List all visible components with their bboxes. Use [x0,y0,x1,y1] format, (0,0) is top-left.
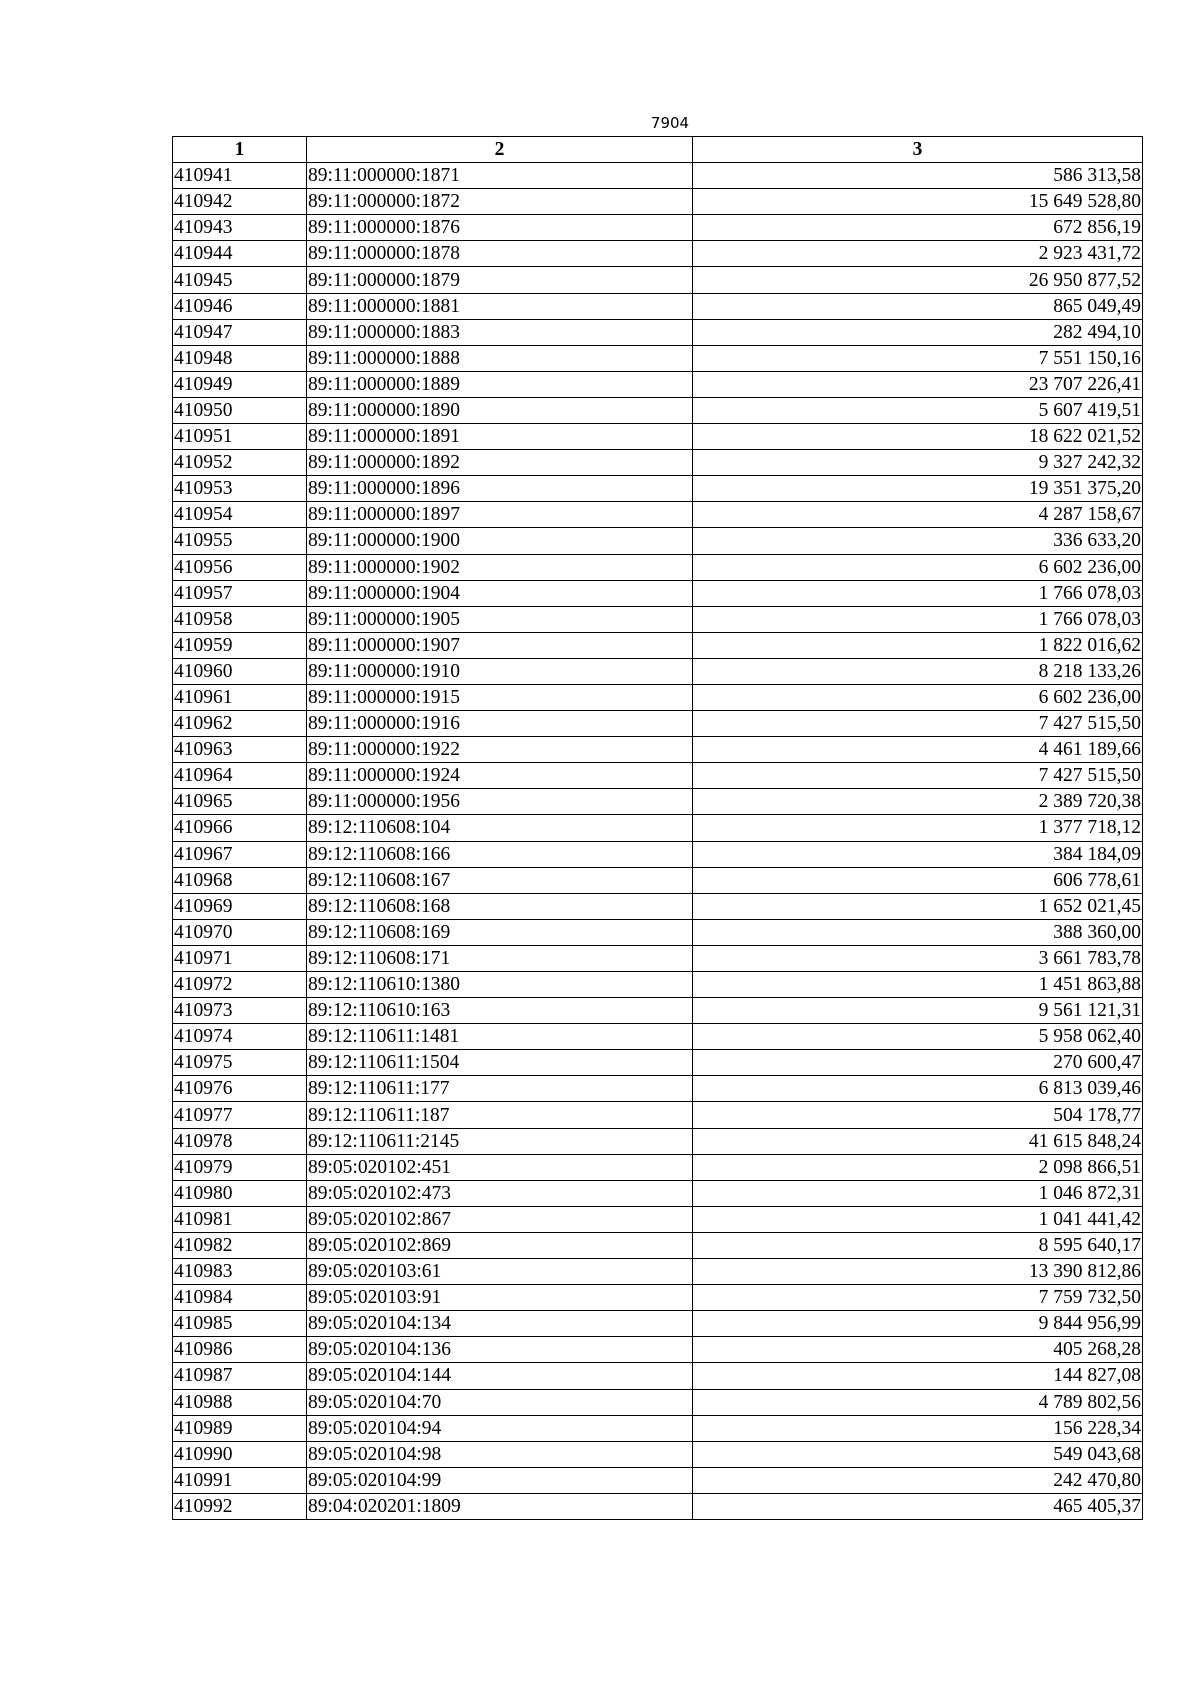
cadastral-number-cell: 89:05:020104:70 [307,1389,693,1415]
row-number-cell: 410943 [173,215,307,241]
row-number-cell: 410958 [173,606,307,632]
row-number-cell: 410956 [173,554,307,580]
row-number-cell: 410962 [173,711,307,737]
cadastral-number-cell: 89:12:110611:187 [307,1102,693,1128]
table-row [173,424,1143,450]
table-row [173,815,1143,841]
table-row [173,189,1143,215]
table-row [173,658,1143,684]
cadastral-number-cell: 89:05:020102:473 [307,1180,693,1206]
row-number-cell: 410988 [173,1389,307,1415]
row-number-cell: 410959 [173,632,307,658]
row-number-cell: 410990 [173,1441,307,1467]
value-cell: 9 844 956,99 [693,1311,1143,1337]
row-number-cell: 410961 [173,684,307,710]
table-row [173,632,1143,658]
value-cell: 9 561 121,31 [693,998,1143,1024]
value-cell: 8 595 640,17 [693,1232,1143,1258]
value-cell: 504 178,77 [693,1102,1143,1128]
row-number-cell: 410976 [173,1076,307,1102]
row-number-cell: 410978 [173,1128,307,1154]
value-cell: 18 622 021,52 [693,424,1143,450]
table-row [173,215,1143,241]
cadastral-number-cell: 89:12:110608:166 [307,841,693,867]
row-number-cell: 410941 [173,163,307,189]
table-row [173,1050,1143,1076]
row-number-cell: 410945 [173,267,307,293]
row-number-cell: 410951 [173,424,307,450]
value-cell: 4 789 802,56 [693,1389,1143,1415]
cadastral-number-cell: 89:11:000000:1890 [307,397,693,423]
row-number-cell: 410944 [173,241,307,267]
table-row [173,241,1143,267]
row-number-cell: 410987 [173,1363,307,1389]
cadastral-number-cell: 89:11:000000:1881 [307,293,693,319]
table-row [173,867,1143,893]
value-cell: 1 041 441,42 [693,1206,1143,1232]
row-number-cell: 410977 [173,1102,307,1128]
value-cell: 41 615 848,24 [693,1128,1143,1154]
cadastral-number-cell: 89:11:000000:1907 [307,632,693,658]
row-number-cell: 410980 [173,1180,307,1206]
table-row [173,580,1143,606]
value-cell: 1 822 016,62 [693,632,1143,658]
value-cell: 1 377 718,12 [693,815,1143,841]
cadastral-number-cell: 89:05:020104:136 [307,1337,693,1363]
table-row [173,1154,1143,1180]
cadastral-number-cell: 89:11:000000:1922 [307,737,693,763]
cadastral-number-cell: 89:12:110610:163 [307,998,693,1024]
row-number-cell: 410960 [173,658,307,684]
cadastral-number-cell: 89:11:000000:1902 [307,554,693,580]
cadastral-number-cell: 89:11:000000:1916 [307,711,693,737]
cadastral-number-cell: 89:05:020103:91 [307,1285,693,1311]
row-number-cell: 410957 [173,580,307,606]
value-cell: 1 766 078,03 [693,580,1143,606]
value-cell: 405 268,28 [693,1337,1143,1363]
cadastral-number-cell: 89:11:000000:1924 [307,763,693,789]
table-row [173,450,1143,476]
table-row [173,502,1143,528]
row-number-cell: 410979 [173,1154,307,1180]
row-number-cell: 410986 [173,1337,307,1363]
row-number-cell: 410967 [173,841,307,867]
cadastral-number-cell: 89:12:110608:169 [307,919,693,945]
page-number: 7904 [650,114,690,132]
table-row [173,1337,1143,1363]
cadastral-number-cell: 89:05:020102:867 [307,1206,693,1232]
value-cell: 5 958 062,40 [693,1024,1143,1050]
row-number-cell: 410974 [173,1024,307,1050]
value-cell: 19 351 375,20 [693,476,1143,502]
value-cell: 465 405,37 [693,1493,1143,1519]
cadastral-number-cell: 89:05:020102:869 [307,1232,693,1258]
table-row [173,1259,1143,1285]
table-row [173,293,1143,319]
cadastral-number-cell: 89:11:000000:1896 [307,476,693,502]
column-header-3: 3 [693,137,1143,163]
value-cell: 549 043,68 [693,1441,1143,1467]
value-cell: 13 390 812,86 [693,1259,1143,1285]
table-row [173,1180,1143,1206]
row-number-cell: 410949 [173,371,307,397]
row-number-cell: 410955 [173,528,307,554]
row-number-cell: 410965 [173,789,307,815]
row-number-cell: 410954 [173,502,307,528]
cadastral-number-cell: 89:05:020102:451 [307,1154,693,1180]
value-cell: 6 813 039,46 [693,1076,1143,1102]
table-row [173,1206,1143,1232]
row-number-cell: 410981 [173,1206,307,1232]
value-cell: 672 856,19 [693,215,1143,241]
value-cell: 336 633,20 [693,528,1143,554]
value-cell: 7 427 515,50 [693,711,1143,737]
value-cell: 865 049,49 [693,293,1143,319]
cadastral-number-cell: 89:11:000000:1900 [307,528,693,554]
cadastral-number-cell: 89:12:110611:1504 [307,1050,693,1076]
value-cell: 384 184,09 [693,841,1143,867]
value-cell: 586 313,58 [693,163,1143,189]
value-cell: 282 494,10 [693,319,1143,345]
table-row [173,371,1143,397]
value-cell: 4 461 189,66 [693,737,1143,763]
value-cell: 9 327 242,32 [693,450,1143,476]
value-cell: 144 827,08 [693,1363,1143,1389]
table-row [173,1441,1143,1467]
cadastral-number-cell: 89:11:000000:1910 [307,658,693,684]
value-cell: 7 427 515,50 [693,763,1143,789]
value-cell: 606 778,61 [693,867,1143,893]
table-row [173,763,1143,789]
row-number-cell: 410968 [173,867,307,893]
row-number-cell: 410985 [173,1311,307,1337]
cadastral-number-cell: 89:11:000000:1876 [307,215,693,241]
cadastral-number-cell: 89:04:020201:1809 [307,1493,693,1519]
table-row [173,397,1143,423]
header-row [173,137,1143,163]
cadastral-number-cell: 89:11:000000:1897 [307,502,693,528]
row-number-cell: 410946 [173,293,307,319]
cadastral-number-cell: 89:05:020104:98 [307,1441,693,1467]
value-cell: 7 551 150,16 [693,345,1143,371]
row-number-cell: 410975 [173,1050,307,1076]
cadastral-number-cell: 89:11:000000:1889 [307,371,693,397]
value-cell: 242 470,80 [693,1467,1143,1493]
table-row [173,554,1143,580]
value-cell: 2 098 866,51 [693,1154,1143,1180]
cadastral-number-cell: 89:11:000000:1871 [307,163,693,189]
row-number-cell: 410950 [173,397,307,423]
value-cell: 270 600,47 [693,1050,1143,1076]
row-number-cell: 410983 [173,1259,307,1285]
table-row [173,789,1143,815]
cadastral-number-cell: 89:11:000000:1883 [307,319,693,345]
row-number-cell: 410971 [173,945,307,971]
cadastral-number-cell: 89:11:000000:1915 [307,684,693,710]
value-cell: 1 766 078,03 [693,606,1143,632]
value-cell: 3 661 783,78 [693,945,1143,971]
column-header-1: 1 [173,137,307,163]
table-row [173,998,1143,1024]
table-row [173,1467,1143,1493]
value-cell: 1 046 872,31 [693,1180,1143,1206]
row-number-cell: 410970 [173,919,307,945]
row-number-cell: 410989 [173,1415,307,1441]
cadastral-number-cell: 89:12:110610:1380 [307,972,693,998]
row-number-cell: 410948 [173,345,307,371]
table-row [173,737,1143,763]
table-row [173,606,1143,632]
cadastral-number-cell: 89:12:110611:2145 [307,1128,693,1154]
cadastral-number-cell: 89:05:020104:144 [307,1363,693,1389]
table-row [173,1024,1143,1050]
row-number-cell: 410966 [173,815,307,841]
column-header-2: 2 [307,137,693,163]
row-number-cell: 410969 [173,893,307,919]
table-row [173,841,1143,867]
cadastral-number-cell: 89:12:110608:104 [307,815,693,841]
cadastral-number-cell: 89:11:000000:1905 [307,606,693,632]
value-cell: 2 389 720,38 [693,789,1143,815]
row-number-cell: 410973 [173,998,307,1024]
value-cell: 156 228,34 [693,1415,1143,1441]
cadastral-number-cell: 89:05:020103:61 [307,1259,693,1285]
value-cell: 7 759 732,50 [693,1285,1143,1311]
cadastral-number-cell: 89:12:110608:171 [307,945,693,971]
table-row [173,1102,1143,1128]
cadastral-number-cell: 89:11:000000:1888 [307,345,693,371]
table-row [173,1415,1143,1441]
table-row [173,319,1143,345]
table-row [173,267,1143,293]
cadastral-number-cell: 89:11:000000:1904 [307,580,693,606]
value-cell: 6 602 236,00 [693,554,1143,580]
table-header [173,137,1143,163]
value-cell: 26 950 877,52 [693,267,1143,293]
table-row [173,1076,1143,1102]
cadastral-number-cell: 89:11:000000:1891 [307,424,693,450]
cadastral-number-cell: 89:11:000000:1892 [307,450,693,476]
cadastral-number-cell: 89:11:000000:1879 [307,267,693,293]
cadastral-number-cell: 89:05:020104:94 [307,1415,693,1441]
value-cell: 4 287 158,67 [693,502,1143,528]
cadastral-number-cell: 89:11:000000:1878 [307,241,693,267]
cadastral-number-cell: 89:12:110608:168 [307,893,693,919]
value-cell: 8 218 133,26 [693,658,1143,684]
row-number-cell: 410942 [173,189,307,215]
table-row [173,1389,1143,1415]
table-row [173,1285,1143,1311]
table-row [173,945,1143,971]
table-row [173,684,1143,710]
cadastral-number-cell: 89:11:000000:1872 [307,189,693,215]
table-row [173,893,1143,919]
value-cell: 388 360,00 [693,919,1143,945]
data-table [172,136,1143,1520]
table-row [173,476,1143,502]
table-row [173,1232,1143,1258]
row-number-cell: 410964 [173,763,307,789]
row-number-cell: 410982 [173,1232,307,1258]
row-number-cell: 410991 [173,1467,307,1493]
value-cell: 23 707 226,41 [693,371,1143,397]
cadastral-number-cell: 89:05:020104:99 [307,1467,693,1493]
cadastral-number-cell: 89:12:110611:1481 [307,1024,693,1050]
cadastral-number-cell: 89:12:110611:177 [307,1076,693,1102]
table-row [173,919,1143,945]
table-row [173,711,1143,737]
row-number-cell: 410947 [173,319,307,345]
row-number-cell: 410992 [173,1493,307,1519]
value-cell: 1 451 863,88 [693,972,1143,998]
table-body [173,163,1143,1520]
value-cell: 1 652 021,45 [693,893,1143,919]
table-row [173,528,1143,554]
table-row [173,345,1143,371]
table-row [173,1128,1143,1154]
value-cell: 2 923 431,72 [693,241,1143,267]
value-cell: 15 649 528,80 [693,189,1143,215]
table-row [173,163,1143,189]
cadastral-number-cell: 89:11:000000:1956 [307,789,693,815]
value-cell: 6 602 236,00 [693,684,1143,710]
row-number-cell: 410963 [173,737,307,763]
row-number-cell: 410972 [173,972,307,998]
row-number-cell: 410984 [173,1285,307,1311]
table-row [173,1311,1143,1337]
table-row [173,1363,1143,1389]
row-number-cell: 410953 [173,476,307,502]
value-cell: 5 607 419,51 [693,397,1143,423]
table-row [173,972,1143,998]
row-number-cell: 410952 [173,450,307,476]
cadastral-number-cell: 89:12:110608:167 [307,867,693,893]
table-row [173,1493,1143,1519]
cadastral-number-cell: 89:05:020104:134 [307,1311,693,1337]
